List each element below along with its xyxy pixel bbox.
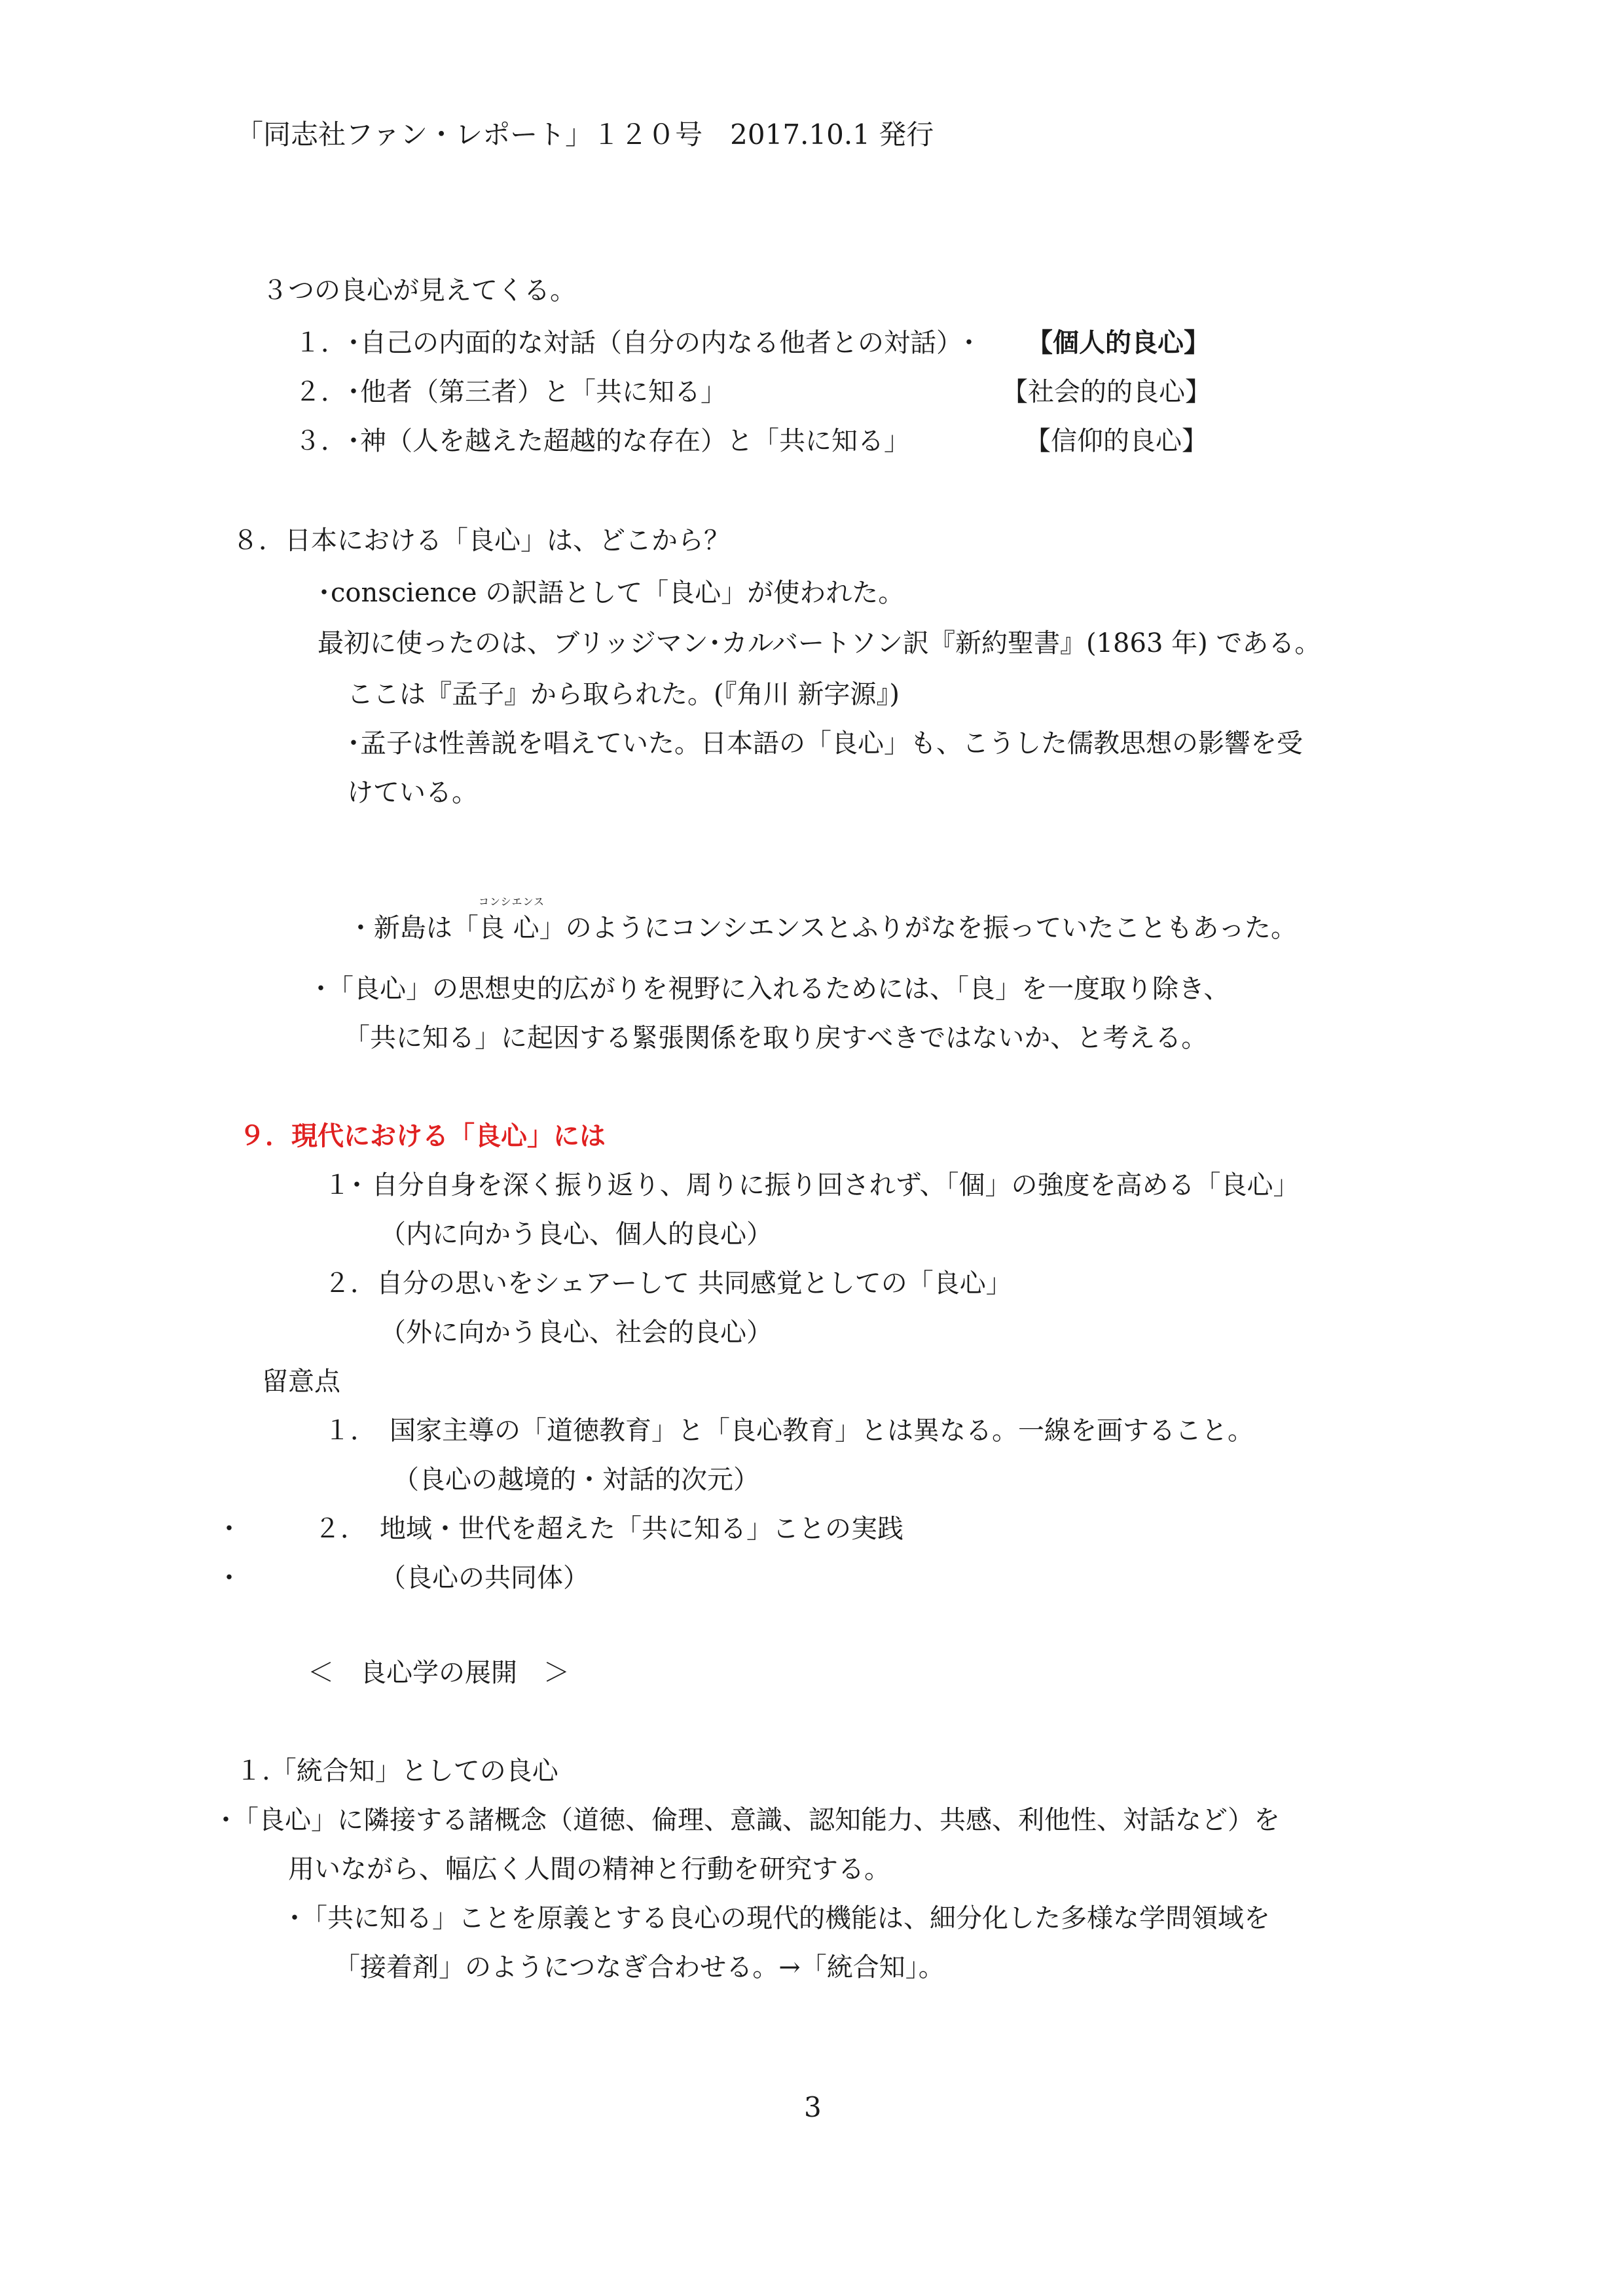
note-2-sub: （良心の共同体）	[380, 1563, 589, 1593]
section9-item-2: ２．自分の思いをシェアーして 共同感覚としての「良心」	[324, 1268, 1012, 1299]
section9-item-1-note: （内に向かう良心、個人的良心）	[380, 1219, 773, 1249]
niijima-suffix: 」のようにコンシエンスとふりがなを振っていたこともあった。	[539, 913, 1297, 943]
conscience-item-1: １．･自己の内面的な対話（自分の内なる他者との対話）･	[295, 328, 976, 358]
niijima-line	[314, 877, 1297, 979]
conscience-tag-2: 【社会的的良心】	[1002, 377, 1211, 407]
section9-heading: ９．現代における「良心」には	[239, 1121, 606, 1151]
note-2: ２． 地域・世代を超えた「共に知る」ことの実践	[314, 1514, 903, 1544]
development-item1-heading: １.「統合知」としての良心	[236, 1756, 558, 1786]
ruby-ryoshin	[478, 895, 545, 945]
section9-item-1: １･ 自分自身を深く振り返り、周りに振り回されず、「個」の強度を高める「良心」	[324, 1170, 1300, 1200]
section8-heading: ８．日本における「良心」は、どこから？	[232, 526, 730, 556]
section8-line-2: 最初に使ったのは、ブリッジマン･カルバートソン訳『新約聖書』(1863 年) である。	[318, 628, 1321, 658]
development-line-1: ･「良心」に隣接する諸概念（道徳、倫理、意識、認知能力、共感、利他性、対話など）を	[219, 1805, 1280, 1835]
note-bullet-2: ･	[223, 1563, 236, 1593]
page-number: 3	[804, 2091, 822, 2123]
ruby-furigana: コンシエンス	[478, 895, 545, 908]
conscience-tag-1: 【個人的良心】	[1027, 327, 1210, 358]
development-line-4: 「接着剤」のようにつなぎ合わせる。→「統合知」。	[334, 1952, 945, 1982]
conscience-tag-3: 【信仰的良心】	[1025, 426, 1208, 456]
section8-line-5: けている。	[347, 778, 478, 808]
section8-line-3: ここは『孟子』から取られた。(『角川 新字源』)	[347, 679, 900, 709]
note-bullet-1: ･	[223, 1514, 236, 1544]
development-line-3: ･「共に知る」ことを原義とする良心の現代的機能は、細分化した多様な学問領域を	[288, 1903, 1270, 1933]
conscience-item-2: ２．･他者（第三者）と「共に知る」	[295, 377, 727, 407]
note-1-sub: （良心の越境的・対話的次元）	[393, 1465, 759, 1495]
reflection-line-1: ･「良心」の思想史的広がりを視野に入れるためには、「良」を一度取り除き、	[314, 974, 1230, 1004]
section8-line-4: ･孟子は性善説を唱えていた。日本語の「良心」も、こうした儒教思想の影響を受	[347, 728, 1303, 759]
reflection-line-2: 「共に知る」に起因する緊張関係を取り戻すべきではないか、と考える。	[344, 1023, 1208, 1053]
development-heading: ＜ 良心学の展開 ＞	[308, 1658, 570, 1688]
note-1: １． 国家主導の「道徳教育」と「良心教育」とは異なる。一線を画すること。	[324, 1416, 1254, 1446]
section8-line-1: ･conscience の訳語として「良心」が使われた。	[318, 578, 905, 608]
conscience-item-3: ３．･神（人を越えた超越的な存在）と「共に知る」	[295, 426, 910, 456]
notes-label: 留意点	[262, 1367, 340, 1397]
three-consciences-intro: ３つの良心が見えてくる。	[262, 276, 576, 306]
page-header-title: 「同志社ファン・レポート」１２０号 2017.10.1 発行	[236, 118, 934, 151]
development-line-2: 用いながら、幅広く人間の精神と行動を研究する。	[288, 1854, 890, 1884]
ruby-base-text: 良 心	[478, 913, 539, 943]
niijima-prefix: ・新島は「	[347, 913, 479, 943]
section9-item-2-note: （外に向かう良心、社会的良心）	[380, 1318, 773, 1348]
